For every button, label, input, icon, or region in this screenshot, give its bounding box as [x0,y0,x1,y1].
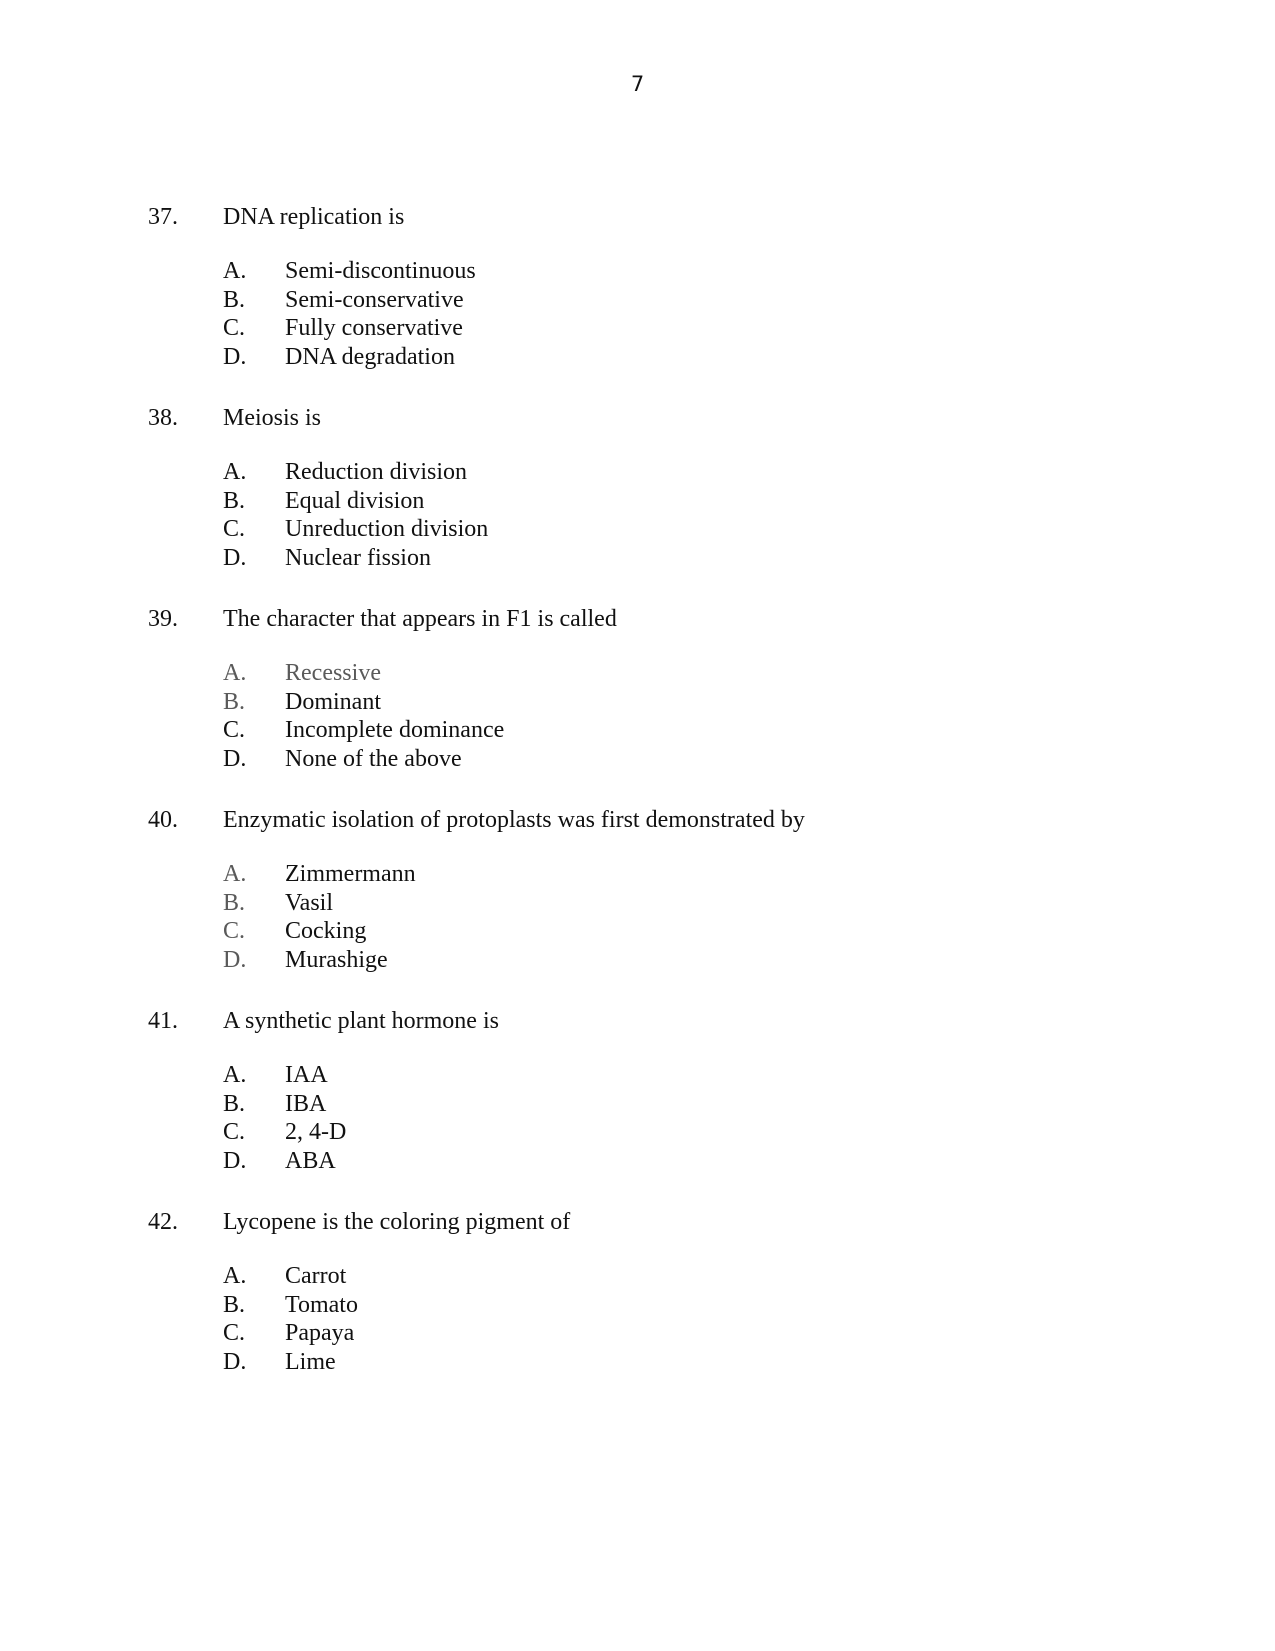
option-list [0,860,1275,974]
question-text: DNA replication is [223,204,405,230]
option-text: IAA [285,1062,328,1088]
option-text: Unreduction division [285,516,489,542]
option-letter: A. [223,459,247,485]
option-text: None of the above [285,745,462,772]
option-d [0,745,1275,774]
option-list [0,458,1275,572]
option-text: Equal division [285,487,425,514]
question-38 [0,402,1275,603]
option-text: ABA [285,1147,336,1174]
option-a [0,257,1275,286]
option-c [0,917,1275,946]
question-number: 39. [148,606,178,632]
question-text: Enzymatic isolation of protoplasts was first demonstrated by [223,807,805,833]
question-text: A synthetic plant hormone is [223,1008,499,1034]
option-letter: A. [223,660,247,686]
option-letter: A. [223,861,247,887]
option-letter: D. [223,343,247,370]
option-text: Dominant [285,688,381,715]
option-letter: B. [223,688,246,715]
question-text: Meiosis is [223,405,322,431]
question-number: 40. [148,807,178,833]
option-letter: D. [223,946,247,973]
question-number: 42. [148,1209,178,1235]
option-c [0,314,1275,343]
option-letter: C. [223,717,246,743]
question-39 [0,603,1275,804]
option-d [0,1348,1275,1377]
option-b [0,889,1275,918]
question-42 [0,1206,1275,1407]
option-c [0,515,1275,544]
question-41 [0,1005,1275,1206]
question-number: 41. [148,1008,178,1034]
option-letter: D. [223,1348,247,1375]
option-text: Semi-conservative [285,286,464,313]
option-letter: C. [223,918,246,944]
option-text: Reduction division [285,459,467,485]
option-a [0,1061,1275,1090]
option-letter: A. [223,258,247,284]
option-a [0,659,1275,688]
option-text: 2, 4-D [285,1119,347,1145]
option-letter: A. [223,1263,247,1289]
question-number: 37. [148,204,178,230]
question-text: The character that appears in F1 is called [223,606,617,632]
option-b [0,688,1275,717]
option-letter: B. [223,1090,246,1117]
option-list [0,257,1275,371]
option-text: Vasil [285,889,333,916]
option-letter: D. [223,544,247,571]
option-b [0,1090,1275,1119]
option-d [0,1147,1275,1176]
option-a [0,458,1275,487]
option-text: Carrot [285,1263,347,1289]
option-text: Incomplete dominance [285,717,505,743]
option-d [0,544,1275,573]
option-d [0,946,1275,975]
option-letter: C. [223,315,246,341]
page-number: 7 [630,72,645,96]
option-text: Fully conservative [285,315,463,341]
question-number: 38. [148,405,178,431]
question-text: Lycopene is the coloring pigment of [223,1209,571,1235]
option-text: Recessive [285,660,381,686]
option-letter: B. [223,487,246,514]
option-letter: D. [223,1147,247,1174]
question-37 [0,201,1275,402]
option-text: Semi-discontinuous [285,258,476,284]
option-letter: C. [223,1320,246,1346]
option-a [0,1262,1275,1291]
option-b [0,1291,1275,1320]
option-c [0,1118,1275,1147]
option-c [0,1319,1275,1348]
option-a [0,860,1275,889]
option-b [0,487,1275,516]
option-text: Papaya [285,1320,355,1346]
option-c [0,716,1275,745]
option-list [0,1061,1275,1175]
option-text: Cocking [285,918,367,944]
option-list [0,659,1275,773]
option-letter: B. [223,1291,246,1318]
question-list [0,201,1275,1407]
option-letter: B. [223,889,246,916]
question-40 [0,804,1275,1005]
option-text: Tomato [285,1291,358,1318]
option-letter: D. [223,745,247,772]
option-text: DNA degradation [285,343,455,370]
option-text: IBA [285,1090,327,1117]
option-d [0,343,1275,372]
option-text: Lime [285,1348,336,1375]
option-text: Nuclear fission [285,544,431,571]
option-letter: C. [223,1119,246,1145]
option-letter: C. [223,516,246,542]
option-text: Zimmermann [285,861,416,887]
option-letter: B. [223,286,246,313]
option-b [0,286,1275,315]
option-letter: A. [223,1062,247,1088]
option-list [0,1262,1275,1376]
option-text: Murashige [285,946,388,973]
